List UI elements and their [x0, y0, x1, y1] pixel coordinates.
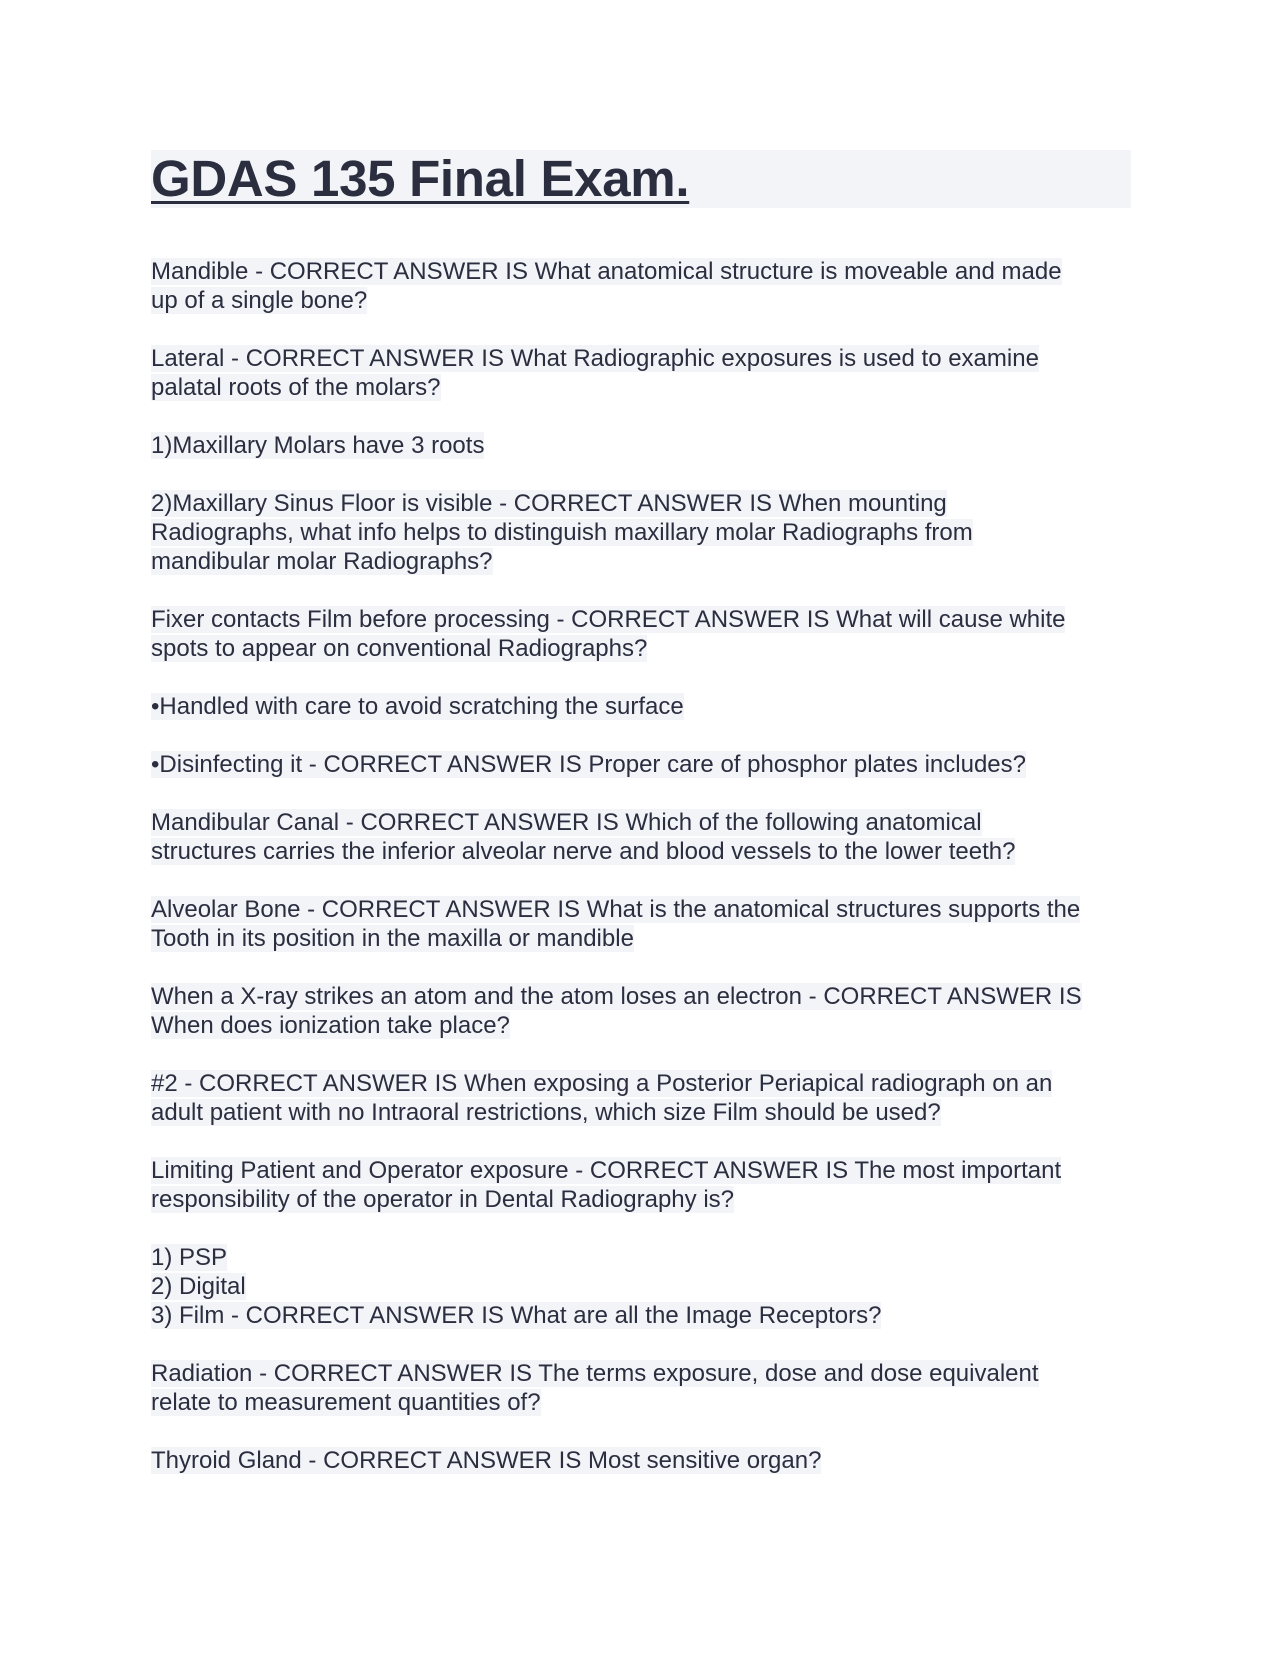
- paragraph-line: When a X-ray strikes an atom and the atom loses an electron - CORRECT ANSWER IS: [151, 983, 1082, 1010]
- paragraph-line: #2 - CORRECT ANSWER IS When exposing a Posterior Periapical radiograph on an: [151, 1070, 1053, 1097]
- document-page: [151, 150, 1131, 1504]
- document-body: [151, 257, 1131, 1475]
- paragraph-line: Tooth in its position in the maxilla or mandible: [151, 925, 634, 952]
- qa-paragraph: [151, 1446, 1131, 1475]
- paragraph-line: Radiation - CORRECT ANSWER IS The terms exposure, dose and dose equivalent: [151, 1360, 1039, 1387]
- paragraph-line: responsibility of the operator in Dental Radiography is?: [151, 1186, 734, 1213]
- paragraph-line: 3) Film - CORRECT ANSWER IS What are all the Image Receptors?: [151, 1302, 882, 1329]
- paragraph-line: 1)Maxillary Molars have 3 roots: [151, 432, 485, 459]
- qa-paragraph: [151, 1359, 1131, 1417]
- paragraph-line: Limiting Patient and Operator exposure - CORRECT ANSWER IS The most important: [151, 1157, 1062, 1184]
- qa-paragraph: [151, 489, 1131, 576]
- qa-paragraph: [151, 257, 1131, 315]
- paragraph-line: mandibular molar Radiographs?: [151, 548, 493, 575]
- qa-paragraph: [151, 431, 1131, 460]
- qa-paragraph: [151, 1069, 1131, 1127]
- paragraph-line: Radiographs, what info helps to distinguish maxillary molar Radiographs from: [151, 519, 973, 546]
- qa-paragraph: [151, 605, 1131, 663]
- paragraph-line: structures carries the inferior alveolar nerve and blood vessels to the lower teeth?: [151, 838, 1016, 865]
- qa-paragraph: [151, 895, 1131, 953]
- paragraph-line: Fixer contacts Film before processing - CORRECT ANSWER IS What will cause white: [151, 606, 1066, 633]
- paragraph-line: Thyroid Gland - CORRECT ANSWER IS Most sensitive organ?: [151, 1447, 822, 1474]
- qa-paragraph: [151, 1243, 1131, 1330]
- qa-paragraph: [151, 750, 1131, 779]
- paragraph-line: spots to appear on conventional Radiographs?: [151, 635, 648, 662]
- qa-paragraph: [151, 344, 1131, 402]
- document-title: GDAS 135 Final Exam.: [151, 150, 690, 207]
- qa-paragraph: [151, 982, 1131, 1040]
- paragraph-line: Alveolar Bone - CORRECT ANSWER IS What is the anatomical structures supports the: [151, 896, 1081, 923]
- paragraph-line: 2)Maxillary Sinus Floor is visible - CORRECT ANSWER IS When mounting: [151, 490, 947, 517]
- paragraph-line: Mandible - CORRECT ANSWER IS What anatomical structure is moveable and made: [151, 258, 1062, 285]
- paragraph-line: palatal roots of the molars?: [151, 374, 441, 401]
- qa-paragraph: [151, 808, 1131, 866]
- qa-paragraph: [151, 1156, 1131, 1214]
- paragraph-line: relate to measurement quantities of?: [151, 1389, 541, 1416]
- paragraph-line: 2) Digital: [151, 1273, 246, 1300]
- qa-paragraph: [151, 692, 1131, 721]
- title-band: [151, 150, 1131, 208]
- paragraph-line: •Handled with care to avoid scratching the surface: [151, 693, 684, 720]
- paragraph-line: Lateral - CORRECT ANSWER IS What Radiographic exposures is used to examine: [151, 345, 1039, 372]
- paragraph-line: 1) PSP: [151, 1244, 228, 1271]
- paragraph-line: •Disinfecting it - CORRECT ANSWER IS Proper care of phosphor plates includes?: [151, 751, 1026, 778]
- paragraph-line: Mandibular Canal - CORRECT ANSWER IS Which of the following anatomical: [151, 809, 982, 836]
- paragraph-line: up of a single bone?: [151, 287, 368, 314]
- paragraph-line: When does ionization take place?: [151, 1012, 510, 1039]
- paragraph-line: adult patient with no Intraoral restrictions, which size Film should be used?: [151, 1099, 941, 1126]
